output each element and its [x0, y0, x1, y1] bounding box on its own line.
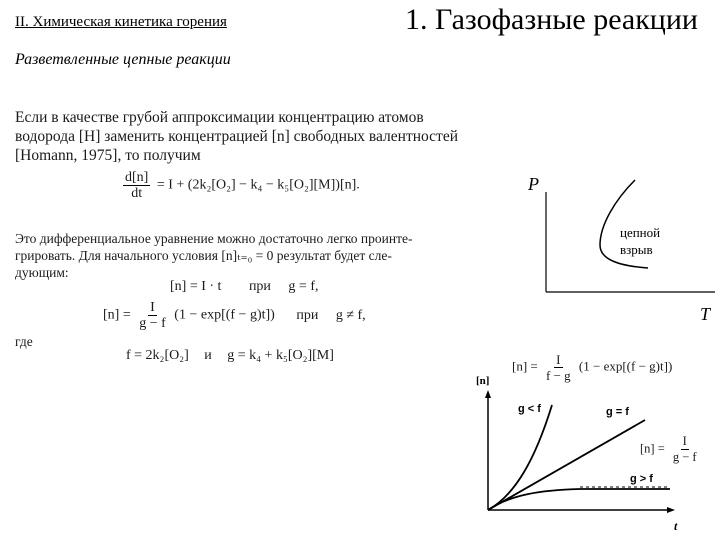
equation-3-fraction [137, 300, 168, 331]
equation-4-f: f = 2k₂[O₂] [126, 348, 189, 363]
kinetics-x-label: t [674, 519, 678, 533]
curve-g-equal-f [488, 420, 645, 510]
equation-2-cond-word: при [248, 279, 271, 294]
kinetics-formula-denominator: f − g [546, 368, 571, 383]
where-label: где [15, 334, 33, 349]
section-title: II. Химическая кинетика горения [15, 14, 227, 30]
paragraph-1 [15, 108, 515, 165]
equation-1-numerator: d[n] [125, 170, 149, 185]
kinetics-formula-rhs: (1 − exp[(f − g)t]) [578, 358, 673, 374]
equation-3-lhs: [n] = [103, 307, 131, 323]
paragraph-1-line: водорода [H] заменить концентрацией [n] свободных валентностей [15, 128, 458, 145]
paragraph-2 [15, 230, 495, 281]
curve-g-less-f [488, 405, 552, 510]
equation-3-denominator: g − f [139, 316, 166, 331]
paragraph-1-line: Если в качестве грубой аппроксимации концентрацию атомов [15, 109, 424, 126]
subtitle: Разветвленные цепные реакции [15, 51, 231, 68]
explosion-limit-plot [520, 170, 720, 330]
equation-3-rhs: (1 − exp[(f − g)t]) [174, 307, 275, 323]
limit-formula-denominator: g − f [672, 450, 697, 464]
equation-3-cond: g ≠ f, [335, 307, 366, 323]
equation-2-lhs: [n] = I · t [170, 279, 222, 294]
kinetics-x-arrow-icon [667, 507, 675, 513]
equation-3-cond-word: при [296, 307, 319, 323]
label-g-less-f: g < f [518, 403, 541, 415]
explosion-plot-x-label: T [700, 304, 711, 324]
paragraph-2-line: дующим: [15, 265, 69, 280]
kinetics-y-arrow-icon [485, 390, 491, 398]
kinetics-formula-numerator: I [556, 352, 561, 367]
equation-4-and: и [204, 348, 212, 363]
equation-4-g: g = k₄ + k₅[O₂][M] [227, 348, 334, 363]
equation-1-denominator: dt [131, 186, 143, 201]
equation-3-numerator: I [150, 300, 155, 315]
equation-4 [126, 348, 334, 364]
explosion-plot-y-label: P [528, 174, 539, 194]
label-g-equal-f: g = f [606, 406, 629, 418]
paragraph-2-line: Это дифференциальное уравнение можно достаточно легко проинте- [15, 231, 413, 246]
equation-1-rhs: = I + (2k₂[O₂] − k₄ − k₅[O₂][M])[n]. [156, 177, 360, 193]
equation-2 [170, 279, 318, 295]
equation-2-cond: g = f, [288, 279, 319, 294]
limit-formula-lhs: [n] = [640, 441, 665, 456]
equation-1-fraction [123, 170, 150, 201]
limit-formula-numerator: I [682, 434, 687, 448]
slide-title: 1. Газофазные реакции [405, 3, 698, 36]
explosion-label-line-2: взрыв [620, 242, 653, 257]
kinetics-formula-lhs: [n] = [512, 358, 538, 374]
kinetics-y-label: [n] [476, 375, 490, 387]
label-g-greater-f: g > f [630, 473, 653, 485]
limit-formula [640, 434, 702, 465]
curve-g-greater-f [488, 489, 670, 510]
equation-3 [103, 300, 366, 331]
paragraph-2-line: грировать. Для начального условия [n]ₜ₌₀ = 0 результат будет сле- [15, 248, 392, 263]
limit-formula-fraction [671, 434, 699, 465]
explosion-label-line-1: цепной [620, 225, 661, 240]
equation-1 [120, 170, 360, 201]
paragraph-1-line: [Homann, 1975], то получим [15, 147, 201, 164]
